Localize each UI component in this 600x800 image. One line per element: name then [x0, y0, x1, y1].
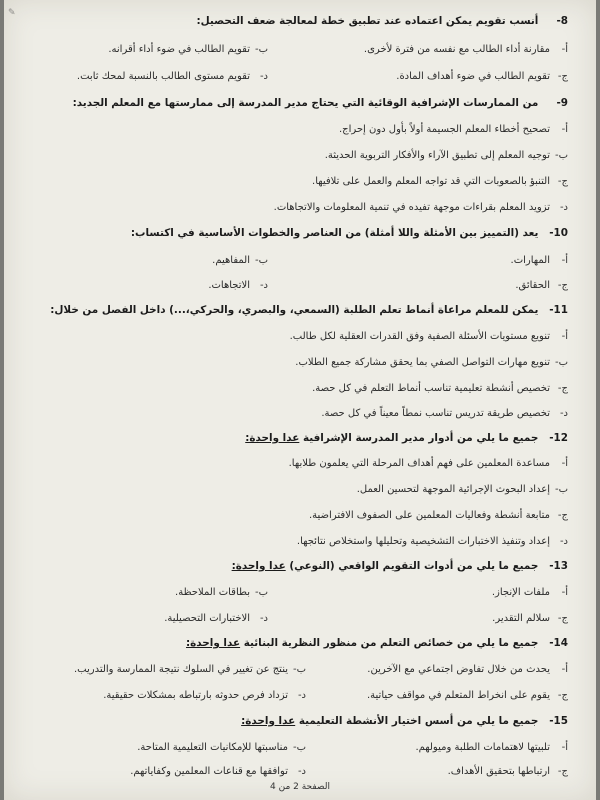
question-14	[26, 636, 568, 650]
question-number: 10-	[549, 227, 568, 239]
question-13	[26, 559, 568, 573]
question-text: من الممارسات الإشرافية الوقائية التي يحتاج مدير المدرسة إلى ممارستها مع المعلم الجديد:	[72, 97, 539, 109]
option-row	[26, 200, 568, 215]
question-text: جميع ما يلي من أسس اختيار الأنشطة التعليمية	[298, 715, 539, 727]
question-number: 13-	[549, 560, 568, 572]
question-text: جميع ما يلي من أدوار مدير المدرسة الإشرافية	[302, 432, 539, 444]
option-row	[26, 508, 568, 523]
option-c[interactable]: ج-سلالم التقدير.	[492, 613, 568, 624]
question-11	[26, 303, 568, 317]
page-number: الصفحة 2 من 4	[270, 782, 330, 792]
question-text: يمكن للمعلم مراعاة أنماط تعلم الطلبة (السمعي، والبصري، والحركي،...) داخل الفصل من خلال:	[50, 304, 539, 316]
question-number: 15-	[549, 715, 568, 727]
exam-page	[4, 0, 596, 800]
option-b[interactable]: ب-توجيه المعلم إلى تطبيق الآراء والأفكار التربوية الحديثة.	[324, 150, 568, 161]
option-row	[26, 611, 568, 626]
question-text: أنسب تقويم يمكن اعتماده عند تطبيق خطة لمعالجة ضعف التحصيل:	[196, 15, 539, 27]
option-d[interactable]: د-تخصيص طريقة تدريس تناسب نمطاً معيناً في كل حصة.	[321, 408, 568, 419]
option-row	[26, 381, 568, 396]
option-c[interactable]: ج-متابعة أنشطة وفعاليات المعلمين على الصفوف الافتراضية.	[309, 510, 568, 521]
option-row	[26, 585, 568, 600]
option-row	[26, 278, 568, 293]
option-d[interactable]: د-توافقها مع قناعات المعلمين وكفاياتهم.	[130, 766, 306, 777]
question-text: يعد (التمييز بين الأمثلة واللا أمثلة) من العناصر والخطوات الأساسية في اكتساب:	[130, 227, 539, 239]
question-emphasis: عدا واحدة:	[245, 432, 300, 444]
option-row	[26, 406, 568, 421]
question-emphasis: عدا واحدة:	[231, 560, 286, 572]
question-15	[26, 714, 568, 728]
option-b[interactable]: ب-ينتج عن تغيير في السلوك نتيجة الممارسة والتدريب.	[73, 664, 306, 675]
option-a[interactable]: أ-تصحيح أخطاء المعلم الجسيمة أولاً بأول دون إحراج.	[338, 124, 568, 135]
option-c[interactable]: ج-يقوم على انخراط المتعلم في مواقف حياتية.	[367, 690, 568, 701]
option-row	[26, 174, 568, 189]
question-number: 12-	[549, 432, 568, 444]
option-b[interactable]: ب-تقويم الطالب في ضوء أداء أقرانه.	[108, 44, 268, 55]
question-9	[26, 96, 568, 110]
option-b[interactable]: ب-تنويع مهارات التواصل الصفي بما يحقق مشاركة جميع الطلاب.	[295, 357, 568, 368]
option-row	[26, 329, 568, 344]
option-row	[26, 122, 568, 137]
option-d[interactable]: د-الاختبارات التحصيلية.	[164, 613, 268, 624]
question-text: جميع ما يلي من أدوات التقويم الواقعي (النوعي)	[289, 560, 539, 572]
option-row	[26, 764, 568, 779]
option-c[interactable]: ج-ارتباطها بتحقيق الأهداف.	[447, 766, 568, 777]
option-d[interactable]: د-الاتجاهات.	[208, 280, 268, 291]
option-b[interactable]: ب-بطاقات الملاحظة.	[175, 587, 268, 598]
option-d[interactable]: د-تقويم مستوى الطالب بالنسبة لمحك ثابت.	[76, 71, 268, 82]
option-c[interactable]: ج-تقويم الطالب في ضوء أهداف المادة.	[396, 71, 568, 82]
option-row	[26, 253, 568, 268]
option-row	[26, 740, 568, 755]
option-a[interactable]: أ-يحدث من خلال تفاوض اجتماعي مع الآخرين.	[367, 664, 568, 675]
question-number: 11-	[549, 304, 568, 316]
option-row	[26, 482, 568, 497]
question-12	[26, 431, 568, 445]
question-8	[26, 14, 568, 28]
option-row	[26, 42, 568, 57]
question-emphasis: عدا واحدة:	[241, 715, 296, 727]
option-c[interactable]: ج-الحقائق.	[515, 280, 568, 291]
option-row	[26, 456, 568, 471]
option-a[interactable]: أ-مقارنة أداء الطالب مع نفسه من فترة لأخرى.	[363, 44, 568, 55]
option-row	[26, 148, 568, 163]
option-d[interactable]: د-إعداد وتنفيذ الاختبارات التشخيصية وتحليلها واستخلاص نتائجها.	[296, 536, 568, 547]
option-row	[26, 534, 568, 549]
option-row	[26, 69, 568, 84]
question-10	[26, 226, 568, 240]
option-b[interactable]: ب-إعداد البحوث الإجرائية الموجهة لتحسين العمل.	[356, 484, 568, 495]
option-a[interactable]: أ-تنويع مستويات الأسئلة الصفية وفق القدرات العقلية لكل طالب.	[289, 331, 568, 342]
option-a[interactable]: أ-ملفات الإنجاز.	[491, 587, 568, 598]
question-text: جميع ما يلي من خصائص التعلم من منظور النظرية البنائية	[243, 637, 539, 649]
question-number: 14-	[549, 637, 568, 649]
option-a[interactable]: أ-مساعدة المعلمين على فهم أهداف المرحلة التي يعلمون طلابها.	[288, 458, 568, 469]
option-d[interactable]: د-تزويد المعلم بقراءات موجهة تفيده في تنمية المعلومات والاتجاهات.	[273, 202, 568, 213]
question-number: 8-	[556, 15, 568, 27]
option-a[interactable]: أ-المهارات.	[510, 255, 568, 266]
option-row	[26, 688, 568, 703]
option-row	[26, 662, 568, 677]
option-row	[26, 355, 568, 370]
option-b[interactable]: ب-المفاهيم.	[212, 255, 268, 266]
option-d[interactable]: د-تزداد فرص حدوثه بارتباطه بمشكلات حقيقية.	[103, 690, 306, 701]
option-c[interactable]: ج-التنبؤ بالصعوبات التي قد تواجه المعلم والعمل على تلافيها.	[312, 176, 568, 187]
question-emphasis: عدا واحدة:	[186, 637, 241, 649]
question-number: 9-	[556, 97, 568, 109]
option-b[interactable]: ب-مناسبتها للإمكانيات التعليمية المتاحة.	[137, 742, 306, 753]
corner-handwriting: ✎	[8, 8, 16, 18]
option-c[interactable]: ج-تخصيص أنشطة تعليمية تناسب أنماط التعلم في كل حصة.	[312, 383, 568, 394]
option-a[interactable]: أ-تلبيتها لاهتمامات الطلبة وميولهم.	[415, 742, 568, 753]
